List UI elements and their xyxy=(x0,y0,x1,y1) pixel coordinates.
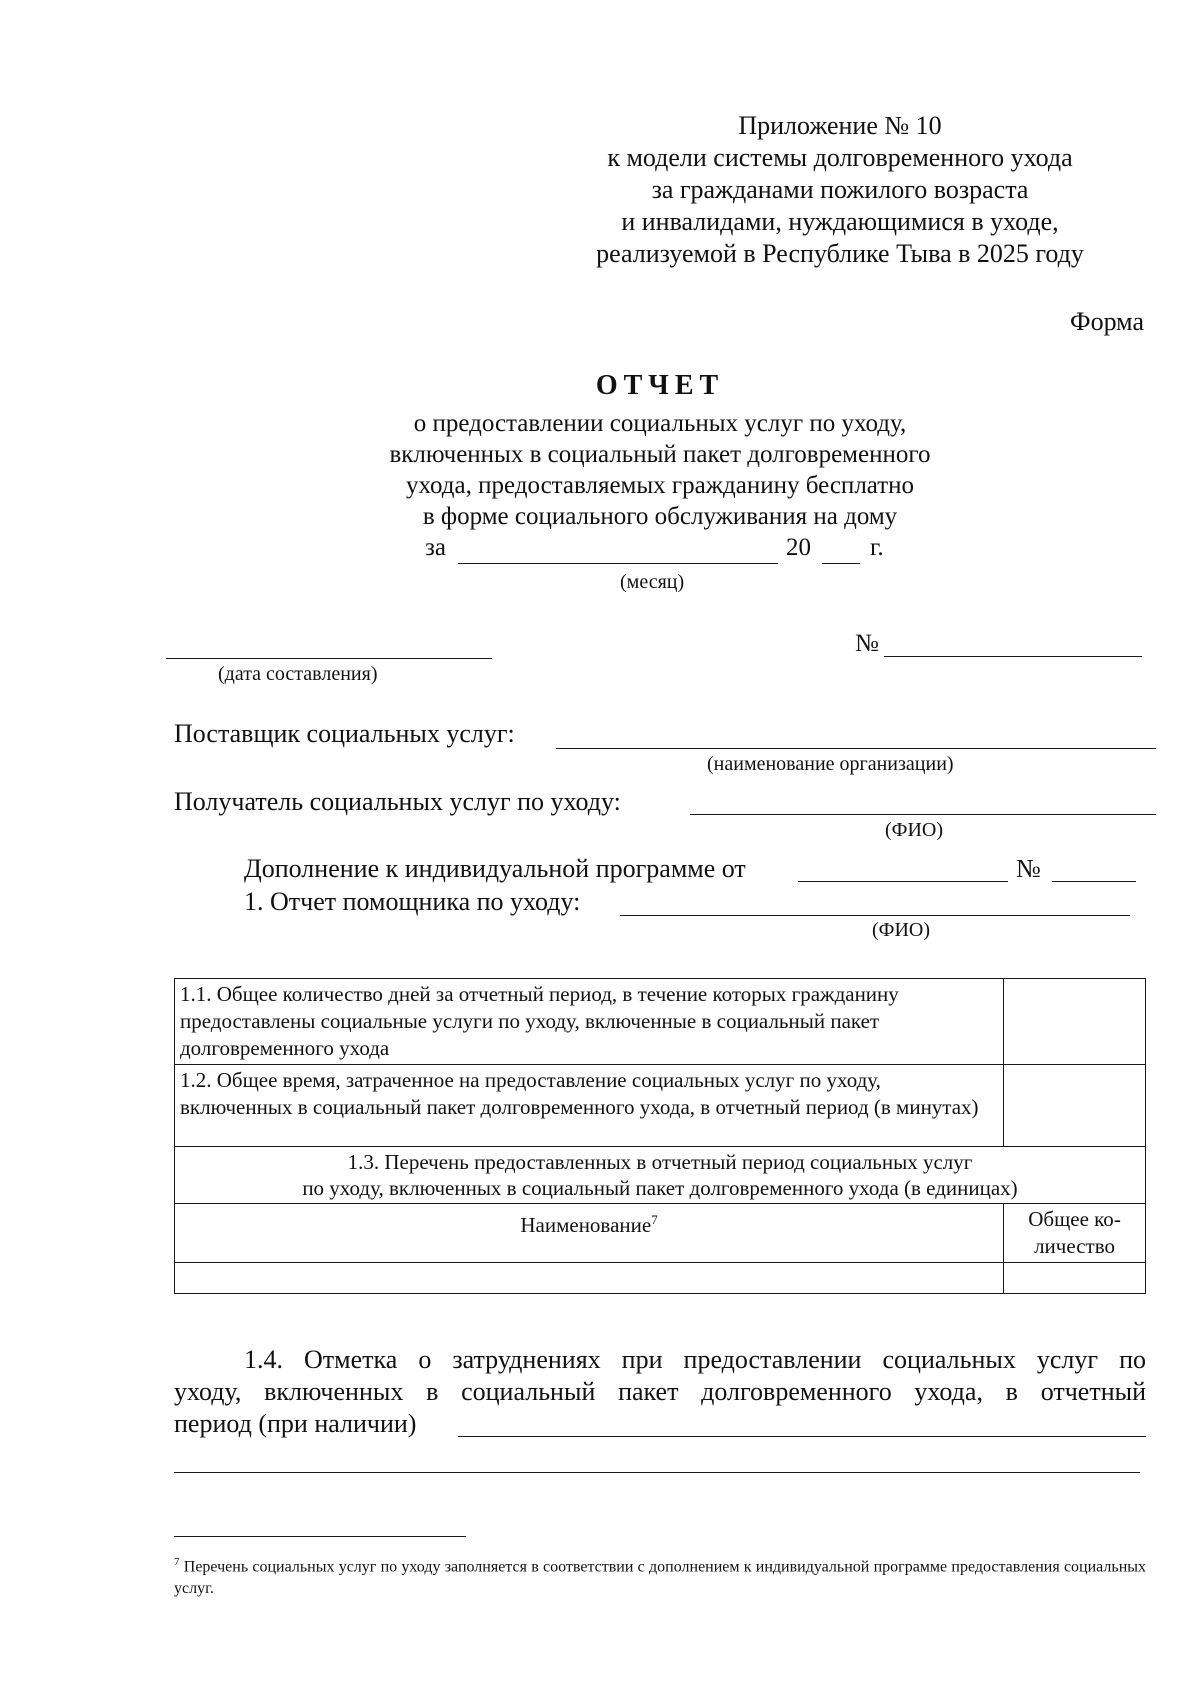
assistant-label: 1. Отчет помощника по уходу: xyxy=(244,887,581,916)
provider-field[interactable] xyxy=(556,748,1156,749)
table-row xyxy=(175,1263,1146,1294)
table-row xyxy=(175,1204,1146,1263)
row-1-3-line: 1.3. Перечень предоставленных в отчетный период социальных услуг xyxy=(347,1150,973,1174)
col-header-name xyxy=(175,1204,1004,1263)
footnote-divider xyxy=(174,1536,466,1537)
appendix-line: реализуемой в Республике Тыва в 2025 году xyxy=(596,239,1084,268)
period-year-prefix: 20 xyxy=(786,534,811,561)
supplement-label: Дополнение к индивидуальной программе от xyxy=(244,854,746,883)
form-label: Форма xyxy=(1070,307,1144,336)
period-month-field[interactable] xyxy=(458,563,778,564)
report-subtitle xyxy=(300,408,1020,532)
footnote-ref: 7 xyxy=(651,1212,658,1227)
footnote-text: Перечень социальных услуг по уходу заполняется в соответствии с дополнением к индивидуальной программе предоставления социальных услуг. xyxy=(174,1558,1147,1598)
appendix-line: и инвалидами, нуждающимися в уходе, xyxy=(621,207,1059,236)
table-row xyxy=(175,979,1146,1065)
provider-label: Поставщик социальных услуг: xyxy=(174,719,515,748)
appendix-line: за гражданами пожилого возраста xyxy=(651,175,1029,204)
period-year-field[interactable] xyxy=(822,563,860,564)
supplement-date-field[interactable] xyxy=(798,881,1008,882)
footnote-mark: 7 xyxy=(174,1556,180,1568)
number-field[interactable] xyxy=(884,656,1142,657)
section-1-4-line2: уходу, включенных в социальный пакет долговременного ухода, в отчетный xyxy=(174,1377,1146,1406)
subtitle-line: включенных в социальный пакет долговременного xyxy=(389,441,931,468)
subtitle-line: о предоставлении социальных услуг по уходу, xyxy=(413,410,907,437)
service-name-cell[interactable] xyxy=(175,1263,1004,1294)
report-table xyxy=(174,978,1146,1294)
assistant-field[interactable] xyxy=(620,915,1130,916)
row-1-3-header xyxy=(175,1147,1146,1204)
row-1-2-value-cell[interactable] xyxy=(1004,1065,1146,1147)
row-1-3-line: по уходу, включенных в социальный пакет долговременного ухода (в единицах) xyxy=(302,1176,1018,1200)
row-1-1-value-cell[interactable] xyxy=(1004,979,1146,1065)
recipient-field[interactable] xyxy=(690,814,1156,815)
assistant-caption: (ФИО) xyxy=(872,919,931,941)
date-field[interactable] xyxy=(166,658,492,659)
col-name-text: Наименование xyxy=(520,1213,652,1237)
report-title: ОТЧЕТ xyxy=(595,370,725,401)
footnote xyxy=(174,1551,1146,1600)
subtitle-line: ухода, предоставляемых гражданину бесплатно xyxy=(405,472,915,499)
number-label: № xyxy=(855,630,879,657)
row-1-1-text: 1.1. Общее количество дней за отчетный период, в течение которых гражданину предоставлены социальные услуги по уходу, включенные в социальный пакет долговременного ухода xyxy=(175,979,1004,1065)
recipient-caption: (ФИО) xyxy=(885,819,944,841)
supplement-number-label: № xyxy=(1016,854,1041,883)
period-suffix: г. xyxy=(870,534,884,561)
appendix-line: к модели системы долговременного ухода xyxy=(607,143,1073,172)
section-1-4-line1: 1.4. Отметка о затруднениях при предоставлении социальных услуг по xyxy=(244,1345,1146,1374)
provider-caption: (наименование организации) xyxy=(707,753,954,775)
period-prefix: за xyxy=(425,534,446,561)
supplement-number-field[interactable] xyxy=(1052,881,1136,882)
row-1-2-text: 1.2. Общее время, затраченное на предоставление социальных услуг по уходу, включенных в социальный пакет долговременного ухода, в отчетный период (в минутах) xyxy=(175,1065,1004,1147)
service-qty-cell[interactable] xyxy=(1004,1263,1146,1294)
date-caption: (дата составления) xyxy=(218,663,378,685)
appendix-line: Приложение № 10 xyxy=(738,111,942,140)
month-caption: (месяц) xyxy=(620,571,685,593)
difficulties-field[interactable] xyxy=(458,1436,1146,1437)
recipient-label: Получатель социальных услуг по уходу: xyxy=(174,787,621,816)
section-1-4-line3: период (при наличии) xyxy=(174,1409,417,1438)
difficulties-field-2[interactable] xyxy=(174,1472,1140,1473)
table-row xyxy=(175,1065,1146,1147)
appendix-block xyxy=(560,110,1120,270)
col-header-qty: Общее количество xyxy=(1004,1204,1146,1263)
subtitle-line: в форме социального обслуживания на дому xyxy=(422,503,898,530)
table-row xyxy=(175,1147,1146,1204)
